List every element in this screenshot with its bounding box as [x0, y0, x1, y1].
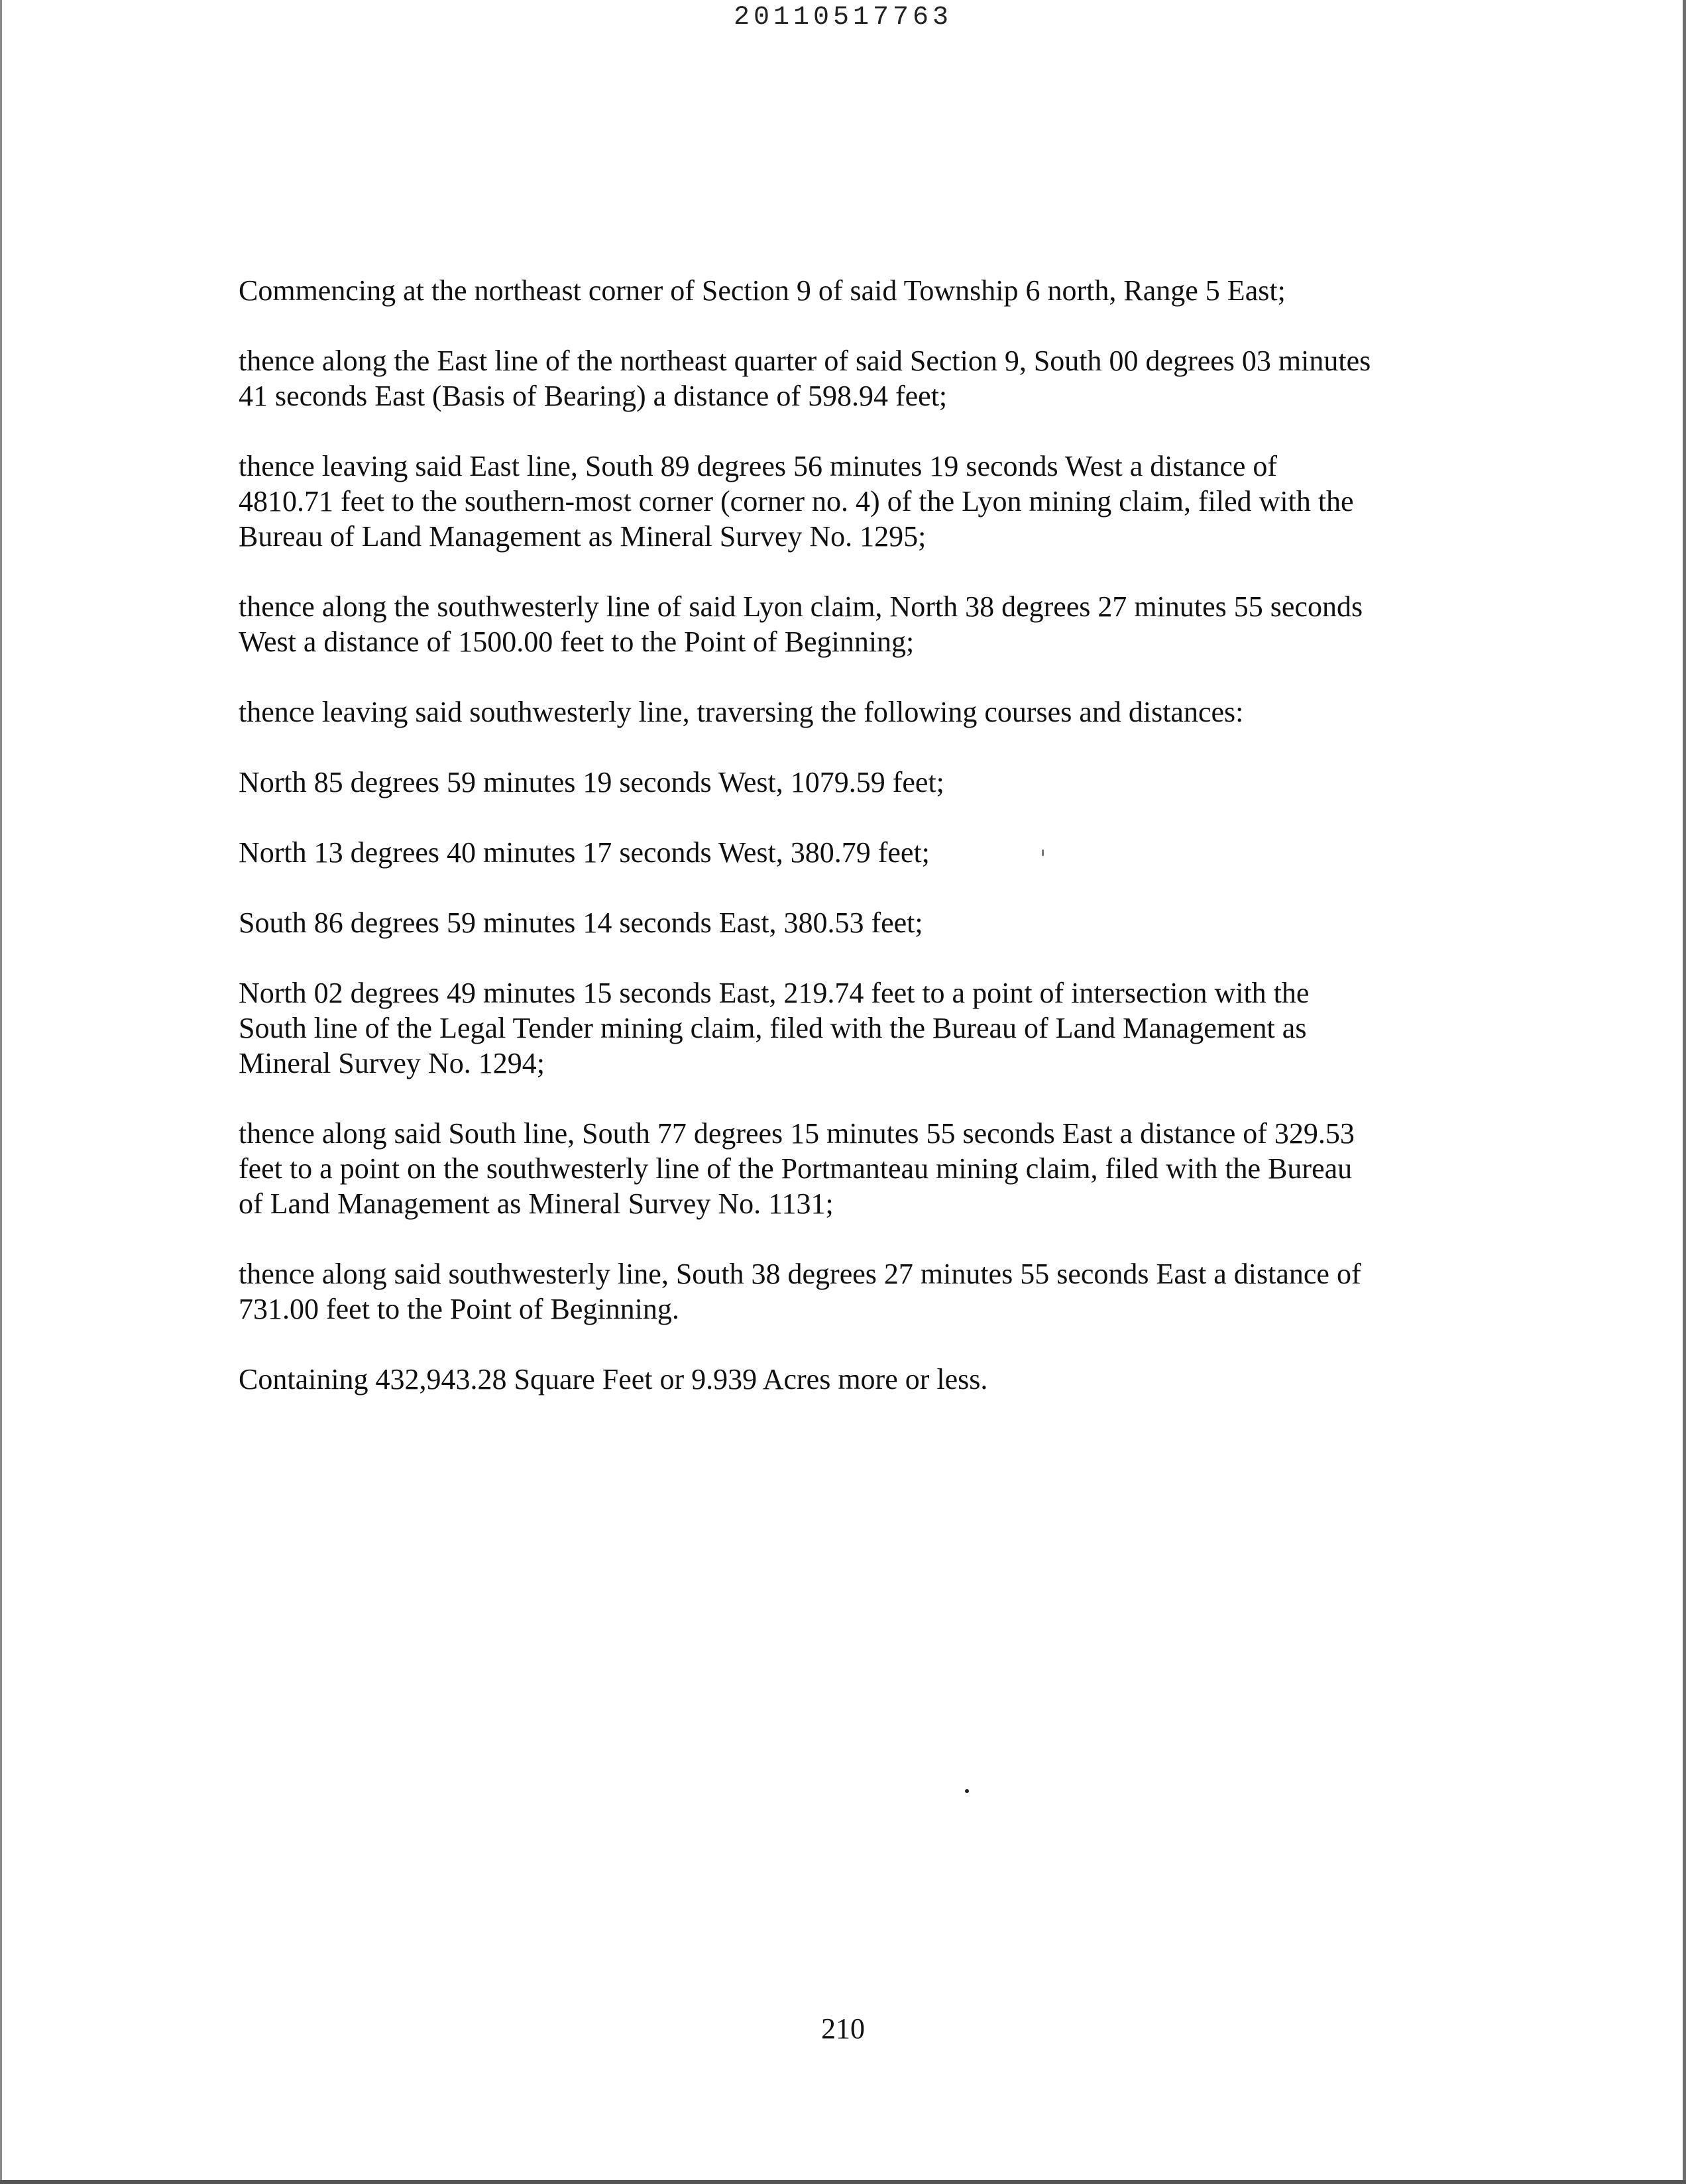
course-3: South 86 degrees 59 minutes 14 seconds East, 380.53 feet; — [239, 906, 923, 939]
paragraph-commencing: Commencing at the northeast corner of Section 9 of said Township 6 north, Range 5 East; — [239, 274, 1286, 307]
scan-speck — [965, 1789, 969, 1793]
scan-border-bottom — [0, 2180, 1686, 2184]
scan-speck — [1042, 849, 1044, 856]
course-1: North 85 degrees 59 minutes 19 seconds West, 1079.59 feet; — [239, 766, 944, 798]
scan-border-left — [0, 0, 2, 2184]
course-4-legal-tender: North 02 degrees 49 minutes 15 seconds East, 219.74 feet to a point of intersection with the South line of the Legal Tender mining claim, filed with the Bureau of Land Management as Mineral Survey No. 1294; — [239, 977, 1310, 1079]
scan-border-right — [1683, 0, 1686, 2184]
document-number: 20110517763 — [733, 3, 953, 32]
paragraph-southwesterly-line: thence along said southwesterly line, South 38 degrees 27 minutes 55 seconds East a distance of 731.00 feet to the Point of Beginning. — [239, 1258, 1361, 1325]
course-2: North 13 degrees 40 minutes 17 seconds West, 380.79 feet; — [239, 836, 930, 869]
paragraph-east-line: thence along the East line of the northeast quarter of said Section 9, South 00 degrees 03 minutes 41 seconds East (Basis of Bearing) a distance of 598.94 feet; — [239, 345, 1371, 412]
page-number: 210 — [821, 2012, 865, 2045]
paragraph-leaving-east-line: thence leaving said East line, South 89 degrees 56 minutes 19 seconds West a distance of 4810.71 feet to the southern-most corner (corner no. 4) of the Lyon mining claim, filed with the Bureau of Land Management as Mineral Survey No. 1295; — [239, 450, 1354, 553]
paragraph-south-line: thence along said South line, South 77 degrees 15 minutes 55 seconds East a distance of 329.53 feet to a point on the southwesterly line of the Portmanteau mining claim, filed with the Bureau of Land Management as Mineral Survey No. 1131; — [239, 1117, 1355, 1220]
paragraph-area: Containing 432,943.28 Square Feet or 9.939 Acres more or less. — [239, 1363, 988, 1395]
legal-description — [239, 273, 1458, 1432]
paragraph-lyon-claim: thence along the southwesterly line of said Lyon claim, North 38 degrees 27 minutes 55 seconds West a distance of 1500.00 feet to the Point of Beginning; — [239, 590, 1363, 658]
paragraph-traverse-intro: thence leaving said southwesterly line, traversing the following courses and distances: — [239, 696, 1244, 728]
